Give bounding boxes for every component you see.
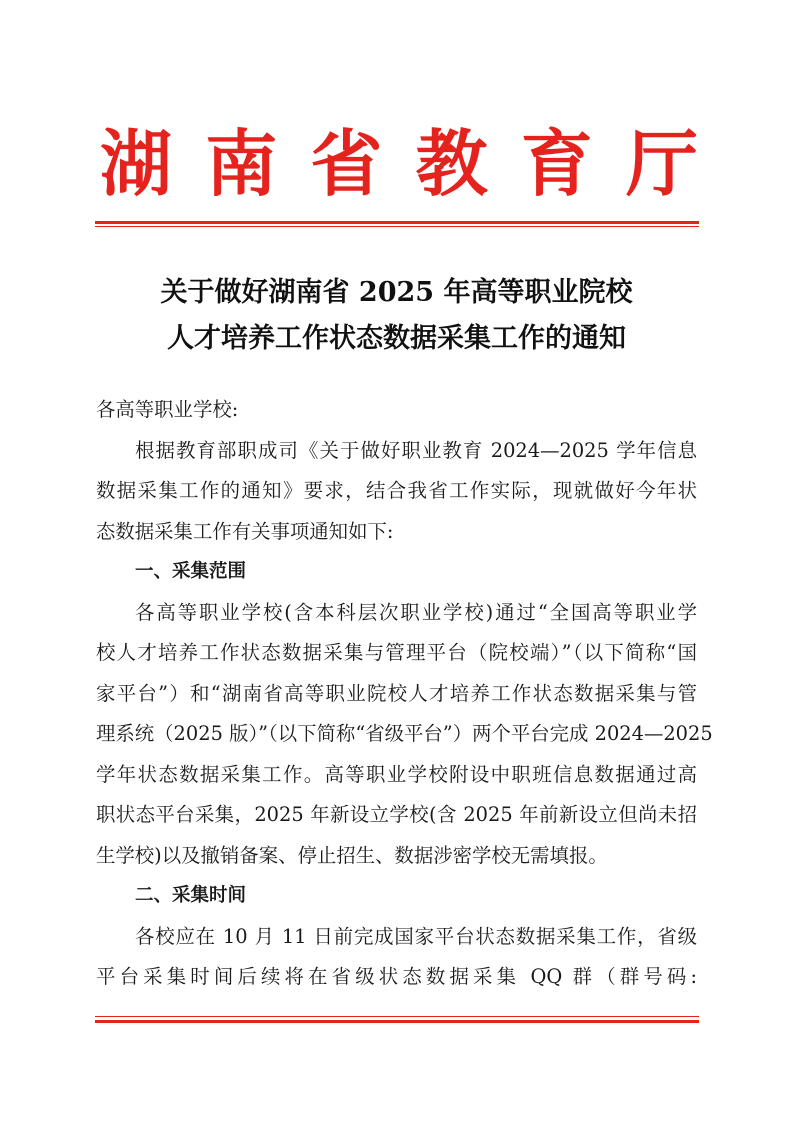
masthead-divider-thin <box>95 226 699 227</box>
masthead-char: 省 <box>310 121 383 206</box>
paragraph-line: 学年状态数据采集工作。高等职业学校附设中职班信息数据通过高 <box>96 762 697 786</box>
masthead-char: 育 <box>520 121 593 206</box>
paragraph-line: 根据教育部职成司《关于做好职业教育 2024—2025 学年信息 <box>135 438 697 462</box>
paragraph-line: 理系统（2025 版）”（以下简称“省级平台”）两个平台完成 2024—2025 <box>96 722 713 745</box>
masthead-divider-thick <box>95 221 699 224</box>
title-line-2: 人才培养工作状态数据采集工作的通知 <box>167 323 626 354</box>
footer-divider-thick <box>95 1020 699 1023</box>
section-heading: 二、采集时间 <box>135 885 247 906</box>
paragraph-line: 校人才培养工作状态数据采集与管理平台（院校端）”（以下简称“国 <box>96 641 697 664</box>
paragraph-line: 数据采集工作的通知》要求，结合我省工作实际，现就做好今年状 <box>96 479 697 502</box>
paragraph-line: 各高等职业学校(含本科层次职业学校)通过“全国高等职业学 <box>135 600 697 624</box>
paragraph-line: 态数据采集工作有关事项通知如下: <box>96 519 394 543</box>
section-heading: 一、采集范围 <box>135 561 247 582</box>
issuing-authority-masthead <box>100 118 698 210</box>
document-title <box>96 270 697 362</box>
masthead-char: 厅 <box>625 121 698 206</box>
paragraph-line: 平台采集时间后续将在省级状态数据采集 QQ 群（群号码: <box>96 965 697 988</box>
masthead-char: 教 <box>415 121 488 206</box>
paragraph-line: 家平台”）和“湖南省高等职业院校人才培养工作状态数据采集与管 <box>96 681 697 705</box>
paragraph-line: 生学校)以及撤销备案、停止招生、数据涉密学校无需填报。 <box>96 843 608 867</box>
masthead-char: 南 <box>205 121 278 206</box>
salutation: 各高等职业学校: <box>96 398 239 421</box>
footer-divider-thin <box>95 1016 699 1017</box>
masthead-char: 湖 <box>100 121 173 206</box>
title-line-1: 关于做好湖南省 2025 年高等职业院校 <box>160 277 633 308</box>
paragraph-line: 职状态平台采集，2025 年新设立学校(含 2025 年前新设立但尚未招 <box>96 803 697 826</box>
document-body <box>96 390 713 998</box>
paragraph-line: 各校应在 10 月 11 日前完成国家平台状态数据采集工作，省级 <box>135 924 697 948</box>
